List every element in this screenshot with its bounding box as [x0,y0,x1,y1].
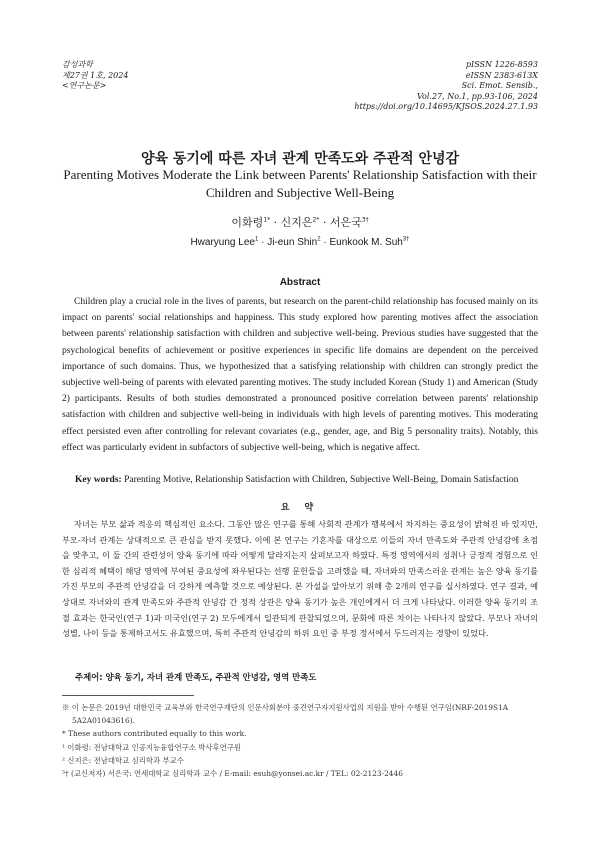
korean-summary-body: 자녀는 부모 삶과 적응의 핵심적인 요소다. 그동안 많은 연구를 통해 사회적 관계가 행복에서 차지하는 중요성이 밝혀진 바 있지만, 부모-자녀 관계는 상대적으로 큰 관심을 받지 못했다. 이에 본 연구는 기혼자를 대상으로 이들의 자녀 만족도와 주관적 안녕감에 초점을 맞추고, 이 둘 간의 관련성이 양육 동기에 따라 어떻게 달라지는지 살펴보고자 하였다. 특정 영역에서의 성취나 긍정적 경험으로 인한 심리적 혜택이 해당 영역에 부여된 중요성에 좌우된다는 선행 문헌들을 고려했을 때, 자녀와의 만족스러운 관계는 높은 양육 동기를 가진 부모의 주관적 안녕감을 더 강하게 예측할 것으로 예상된다. 본 가설을 알아보기 위해 총 2개의 연구를 실시하였다. 연구 결과, 예상대로 자녀와의 관계 만족도와 주관적 안녕감 간 정적 상관은 양육 동기가 높은 개인에게서 더 크게 나타났다. 이러한 양육 동기의 조절 효과는 한국인(연구 1)과 미국인(연구 2) 모두에게서 일관되게 관찰되었으며, 문화에 따른 차이는 나타나지 않았다. 부모나 자녀의 성별, 나이 등을 통제하고서도 유효했으며, 특히 주관적 안녕감의 하위 요인 중 부정 정서에서 두드러지는 경향이 있었다. [62,519,538,639]
author-name: 신지은 [280,216,313,229]
korean-authors [0,214,600,230]
author-name: Eunkook M. Suh [329,237,403,248]
english-title: Parenting Motives Moderate the Link between Parents' Relationship Satisfaction with their Children and Subjective Well-Being [63,167,537,200]
author1-affiliation: ¹ 이화령: 전남대학교 인공지능융합연구소 박사후연구원 [62,742,242,752]
equal-contribution-note: * These authors contributed equally to this work. [62,729,247,739]
author-name: Ji-eun Shin [267,237,318,248]
volume-pages: Vol.27, No.1, pp.93-106, 2024 [416,91,538,101]
english-keywords [75,475,538,485]
author-name: 이화령 [231,216,264,229]
author-mark: 2 [317,236,321,243]
footnote-divider [62,695,194,696]
author-separator: · [323,237,327,248]
journal-header-right [354,60,538,113]
footnotes [62,701,538,780]
korean-keywords: 주제어: 양육 동기, 자녀 관계 만족도, 주관적 안녕감, 영역 만족도 [75,672,317,682]
eissn: eISSN 2383-613X [465,70,538,80]
korean-title: 양육 동기에 따른 자녀 관계 만족도와 주관적 안녕감 [140,151,460,167]
author-separator: · [261,237,265,248]
author-mark: 1* [263,216,271,224]
pissn: pISSN 1226-8593 [465,60,538,69]
author-separator: · [273,216,278,229]
keywords-label: Key words: [75,475,122,485]
author-mark: 3† [361,216,369,224]
author-name: 서은국 [329,216,362,229]
funding-note: ※ 이 논문은 2019년 대한민국 교육부와 한국연구재단의 인문사회분야 중견연구자지원사업의 지원을 받아 수행된 연구임(NRF-2019S1A [62,703,509,712]
author-mark: 1 [254,236,259,243]
abstract-heading: Abstract [279,277,321,288]
doi-link[interactable]: https://doi.org/10.14695/KJSOS.2024.27.1.93 [354,102,538,111]
journal-volume: 제27권 1호, 2024 [62,70,129,80]
abstract-body: Children play a crucial role in the lives of parents, but research on the parent-child relationship has focused mainly on its impact on parents' social relationships and happiness. This study explored how parenting motives affect the association between parents' relationship satisfaction with children and subjective well-being. Previous studies have suggested that the psychological benefits of achievement or positive experiences in specific life domains are dependent on the perceived importance of such domains. Thus, we hypothesized that a satisfying relationship with children can strongly predict the subjective well-being of parents with elevated parenting motives. The study included Korean (Study 1) and American (Study 2) participants. Results of both studies demonstrated a pronounced positive correlation between parents' relationship satisfaction with children and subjective well-being in individuals with high levels of parenting motives. This moderating effect persisted even after controlling for relevant covariates (e.g., gender, age, and Big 5 personality traits). Notably, this effect was particularly evident in subfactors of subjective well-being, which is negative affect. [62,297,538,453]
funding-note-continued: 5A2A01043616). [72,716,135,726]
journal-name: 감성과학 [62,60,93,69]
korean-summary-heading: 요 약 [280,503,320,513]
author-separator: · [322,216,327,229]
english-authors [0,237,600,248]
journal-abbrev: Sci. Emot. Sensib., [461,81,538,90]
journal-header-left [62,60,128,92]
author-name: Hwaryung Lee [190,237,255,248]
corresponding-author: ³† (교신저자) 서은국: 연세대학교 심리학과 교수 / E-mail: esuh@yonsei.ac.kr / TEL: 02-2123-2446 [62,769,403,779]
keywords-list: Parenting Motive, Relationship Satisfaction with Children, Subjective Well-Being, Domain Satisfaction [124,475,519,485]
author-mark: 2* [312,216,320,224]
article-type: <연구논문> [62,81,107,90]
author-mark: 3† [402,236,410,243]
author2-affiliation: ² 신지은: 전남대학교 심리학과 부교수 [62,755,184,765]
